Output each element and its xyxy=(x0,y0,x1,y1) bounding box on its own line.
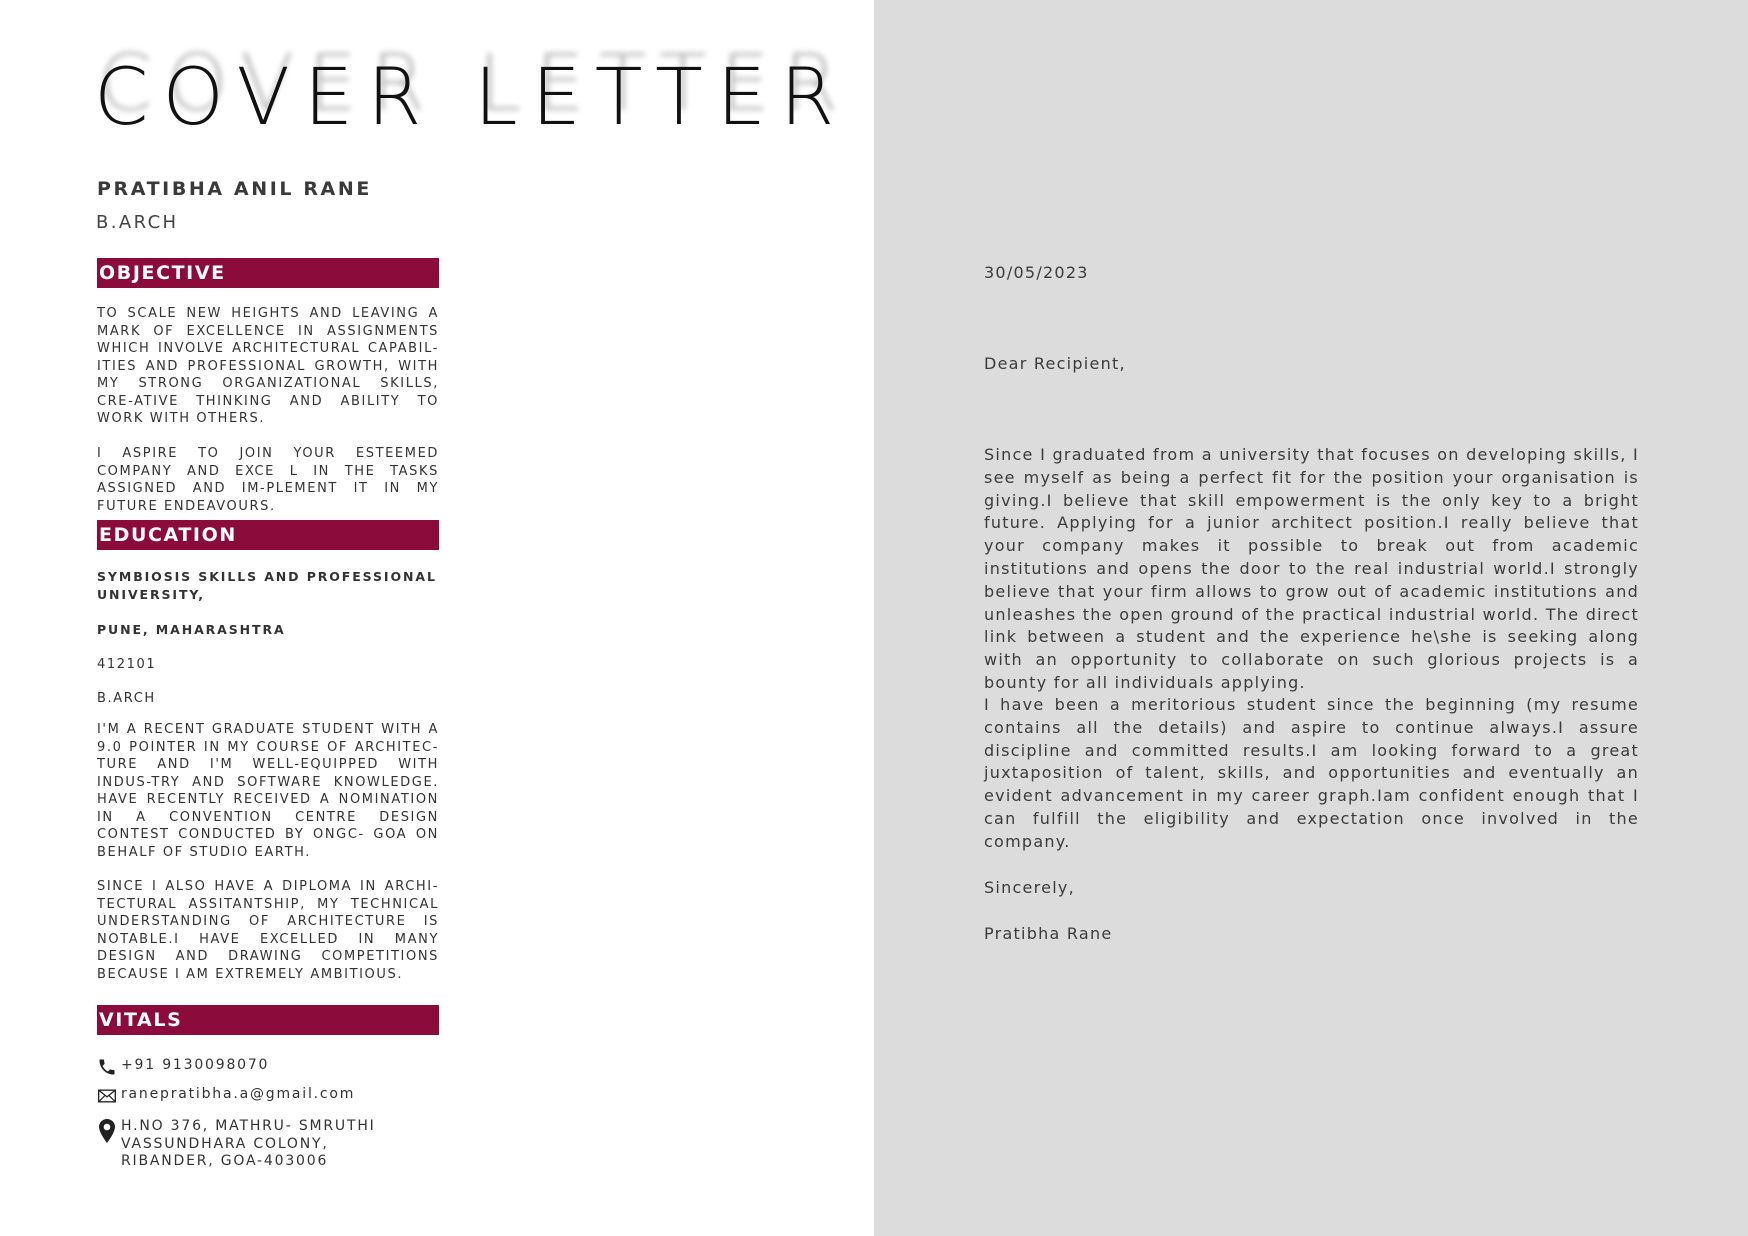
letter-paragraph: I have been a meritorious student since the beginning (my resume contains all the details) and aspire to continue always.I assure discipline and committed results.I am looking forward to a great juxtaposition of talent, skills, and opportunities and eventually an evident advancement in my career graph.Iam confident enough that I can fulfill the eligibility and expectation once involved in the company. xyxy=(984,695,1639,851)
education-heading: EDUCATION xyxy=(97,520,439,550)
phone-row xyxy=(97,1057,269,1077)
address-row xyxy=(97,1118,376,1171)
address-line: H.NO 376, MATHRU- SMRUTHI xyxy=(121,1118,376,1134)
education-paragraph: SINCE I ALSO HAVE A DIPLOMA IN ARCHI-TECTURAL ASSITANTSHIP, MY TECHNICAL UNDERSTANDING OF ARCHITECTURE IS NOTABLE.I HAVE EXCELLED IN MANY DESIGN AND DRAWING COMPETITIONS BECAUSE I AM EXTREMELY AMBITIOUS. xyxy=(97,879,439,982)
applicant-degree: B.ARCH xyxy=(96,212,179,233)
letter-paragraph: Since I graduated from a university that focuses on developing skills, I see myself as being a perfect fit for the position your organisation is giving.I believe that skill empowerment is the only key to a bright future. Applying for a junior architect position.I really believe that your company makes it possible to break out from academic institutions and opens the door to the real industrial world.I strongly believe that your firm allows to grow out of academic institutions and unleashes the open ground of the practical industrial world. The direct link between a student and the experience he\she is seeking along with an opportunity to collaborate on such glorious projects is a bounty for all individuals applying. xyxy=(984,445,1639,692)
location-pin-icon xyxy=(97,1118,117,1144)
email-row xyxy=(97,1086,355,1106)
university-name: SYMBIOSIS SKILLS AND PROFESSIONAL UNIVERSITY, xyxy=(97,569,437,602)
email-address[interactable]: ranepratibha.a@gmail.com xyxy=(121,1086,356,1102)
objective-heading: OBJECTIVE xyxy=(97,258,439,288)
page-title: COVER LETTER xyxy=(94,53,849,143)
phone-number[interactable]: +91 9130098070 xyxy=(121,1057,270,1073)
education-paragraph: I'M A RECENT GRADUATE STUDENT WITH A 9.0 POINTER IN MY COURSE OF ARCHITEC-TURE AND I'M WELL-EQUIPPED WITH INDUS-TRY AND SOFTWARE KNOWLEDGE. HAVE RECENTLY RECEIVED A NOMINATION IN A CONVENTION CENTRE DESIGN CONTEST CONDUCTED BY ONGC- GOA ON BEHALF OF STUDIO EARTH. xyxy=(97,722,439,860)
envelope-icon xyxy=(97,1086,117,1106)
letter-salutation: Dear Recipient, xyxy=(984,354,1126,373)
education-degree: B.ARCH xyxy=(97,691,156,706)
objective-paragraph: I ASPIRE TO JOIN YOUR ESTEEMED COMPANY AND EXCE L IN THE TASKS ASSIGNED AND IM-PLEMENT IT IN MY FUTURE ENDEAVOURS. xyxy=(97,446,439,514)
applicant-name: PRATIBHA ANIL RANE xyxy=(97,178,372,200)
university-location: PUNE, MAHARASHTRA xyxy=(97,622,286,637)
letter-date: 30/05/2023 xyxy=(984,263,1089,282)
objective-paragraph: TO SCALE NEW HEIGHTS AND LEAVING A MARK OF EXCELLENCE IN ASSIGNMENTS WHICH INVOLVE ARCHITECTURAL CAPABIL-ITIES AND PROFESSIONAL GROWTH, WITH MY STRONG ORGANIZATIONAL SKILLS, CRE-ATIVE THINKING AND ABILITY TO WORK WITH OTHERS. xyxy=(97,306,439,426)
address-line: VASSUNDHARA COLONY, xyxy=(121,1135,329,1152)
phone-icon xyxy=(97,1057,117,1077)
letter-signature: Pratibha Rane xyxy=(984,924,1113,943)
address-line: RIBANDER, GOA-403006 xyxy=(121,1153,329,1169)
letter-closing: Sincerely, xyxy=(984,878,1075,897)
university-pincode: 412101 xyxy=(97,657,157,672)
vitals-heading: VITALS xyxy=(97,1005,439,1035)
